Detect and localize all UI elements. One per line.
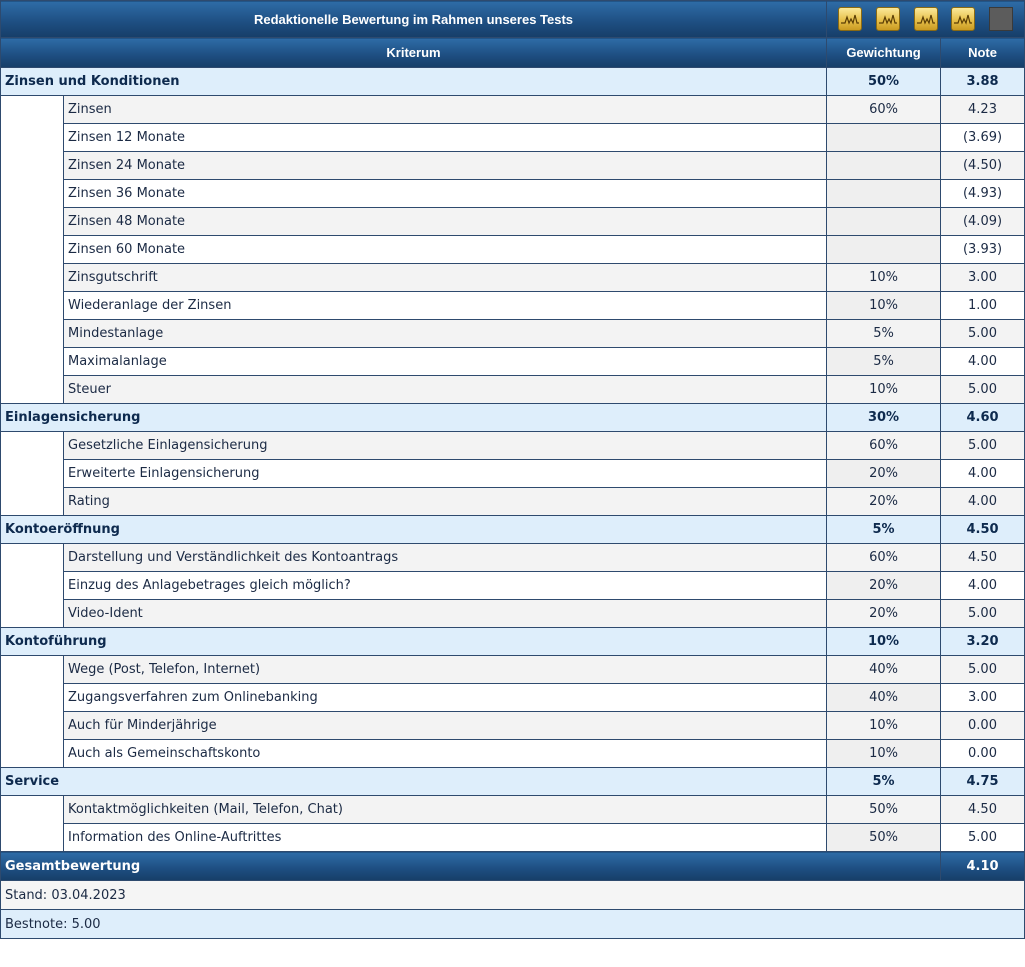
criterion-name: Zinsen 60 Monate (64, 236, 827, 264)
criterion-name: Kontaktmöglichkeiten (Mail, Telefon, Chat) (64, 796, 827, 824)
criterion-row (1, 152, 1025, 180)
group-weight: 50% (827, 68, 941, 96)
criterion-note: 5.00 (941, 432, 1025, 460)
criterion-note: (3.93) (941, 236, 1025, 264)
criterion-row (1, 572, 1025, 600)
criterion-name: Zinsen 48 Monate (64, 208, 827, 236)
group-name: Service (1, 768, 827, 796)
stand-date: Stand: 03.04.2023 (1, 881, 1025, 910)
table-title-row (1, 1, 1025, 38)
criterion-note: 4.00 (941, 572, 1025, 600)
group-weight: 10% (827, 628, 941, 656)
criterion-weight: 5% (827, 348, 941, 376)
criterion-weight: 40% (827, 656, 941, 684)
criterion-note: (3.69) (941, 124, 1025, 152)
criterion-note: 5.00 (941, 320, 1025, 348)
criterion-name: Zinsen 24 Monate (64, 152, 827, 180)
column-header-criterion: Kriterum (1, 38, 827, 68)
criterion-weight: 10% (827, 740, 941, 768)
criterion-row (1, 684, 1025, 712)
icon-toolbar (827, 1, 1025, 38)
criterion-weight: 10% (827, 264, 941, 292)
criterion-note: 4.00 (941, 488, 1025, 516)
group-row (1, 404, 1025, 432)
indent-cell (1, 96, 64, 404)
criterion-row (1, 96, 1025, 124)
criterion-weight: 10% (827, 292, 941, 320)
group-weight: 30% (827, 404, 941, 432)
criterion-weight: 10% (827, 376, 941, 404)
criterion-name: Rating (64, 488, 827, 516)
criterion-row (1, 432, 1025, 460)
criterion-weight: 50% (827, 796, 941, 824)
criterion-weight: 10% (827, 712, 941, 740)
criterion-note: 4.50 (941, 796, 1025, 824)
criterion-row (1, 292, 1025, 320)
criterion-note: 5.00 (941, 376, 1025, 404)
criterion-note: 3.00 (941, 264, 1025, 292)
criterion-weight (827, 180, 941, 208)
chart-icon[interactable] (838, 7, 862, 31)
indent-cell (1, 544, 64, 628)
group-weight: 5% (827, 516, 941, 544)
group-row (1, 68, 1025, 96)
chart-icon[interactable] (914, 7, 938, 31)
group-row (1, 768, 1025, 796)
total-note: 4.10 (941, 852, 1025, 881)
criterion-weight (827, 208, 941, 236)
criterion-row (1, 208, 1025, 236)
criterion-row (1, 348, 1025, 376)
best-note: Bestnote: 5.00 (1, 910, 1025, 939)
criterion-name: Zinsgutschrift (64, 264, 827, 292)
criterion-row (1, 600, 1025, 628)
column-header-weight: Gewichtung (827, 38, 941, 68)
criterion-row (1, 740, 1025, 768)
criterion-row (1, 180, 1025, 208)
criterion-row (1, 544, 1025, 572)
criterion-row (1, 796, 1025, 824)
criterion-note: 4.00 (941, 348, 1025, 376)
group-name: Kontoeröffnung (1, 516, 827, 544)
group-note: 4.75 (941, 768, 1025, 796)
criterion-weight: 20% (827, 488, 941, 516)
criterion-name: Gesetzliche Einlagensicherung (64, 432, 827, 460)
criterion-weight: 20% (827, 600, 941, 628)
criterion-row (1, 320, 1025, 348)
criterion-note: 3.00 (941, 684, 1025, 712)
criterion-weight: 50% (827, 824, 941, 852)
criterion-note: 5.00 (941, 656, 1025, 684)
indent-cell (1, 796, 64, 852)
criterion-weight: 60% (827, 96, 941, 124)
group-name: Einlagensicherung (1, 404, 827, 432)
stand-row (1, 881, 1025, 910)
criterion-name: Wege (Post, Telefon, Internet) (64, 656, 827, 684)
criterion-note: (4.09) (941, 208, 1025, 236)
criterion-weight: 60% (827, 544, 941, 572)
group-name: Kontoführung (1, 628, 827, 656)
criterion-note: (4.93) (941, 180, 1025, 208)
group-note: 3.88 (941, 68, 1025, 96)
criterion-note: 5.00 (941, 824, 1025, 852)
criterion-note: 0.00 (941, 740, 1025, 768)
criterion-row (1, 376, 1025, 404)
group-row (1, 516, 1025, 544)
group-weight: 5% (827, 768, 941, 796)
criterion-row (1, 712, 1025, 740)
criterion-note: 1.00 (941, 292, 1025, 320)
criterion-weight (827, 124, 941, 152)
chart-icon[interactable] (951, 7, 975, 31)
group-note: 4.50 (941, 516, 1025, 544)
column-header-row (1, 38, 1025, 68)
indent-cell (1, 432, 64, 516)
criterion-row (1, 656, 1025, 684)
criterion-weight: 60% (827, 432, 941, 460)
criterion-weight (827, 152, 941, 180)
criterion-name: Erweiterte Einlagensicherung (64, 460, 827, 488)
group-note: 4.60 (941, 404, 1025, 432)
group-note: 3.20 (941, 628, 1025, 656)
criterion-name: Auch für Minderjährige (64, 712, 827, 740)
gray-square-icon[interactable] (989, 7, 1013, 31)
criterion-name: Maximalanlage (64, 348, 827, 376)
criterion-name: Zinsen 36 Monate (64, 180, 827, 208)
criterion-row (1, 488, 1025, 516)
criterion-weight: 5% (827, 320, 941, 348)
criterion-row (1, 824, 1025, 852)
indent-cell (1, 656, 64, 768)
criterion-note: 0.00 (941, 712, 1025, 740)
criterion-note: 5.00 (941, 600, 1025, 628)
criterion-name: Zinsen 12 Monate (64, 124, 827, 152)
total-row (1, 852, 1025, 881)
criterion-name: Zugangsverfahren zum Onlinebanking (64, 684, 827, 712)
criterion-name: Mindestanlage (64, 320, 827, 348)
chart-icon[interactable] (876, 7, 900, 31)
criterion-row (1, 124, 1025, 152)
criterion-weight (827, 236, 941, 264)
group-row (1, 628, 1025, 656)
total-label: Gesamtbewertung (1, 852, 941, 881)
criterion-note: (4.50) (941, 152, 1025, 180)
criterion-row (1, 264, 1025, 292)
criterion-name: Einzug des Anlagebetrages gleich möglich? (64, 572, 827, 600)
criterion-name: Information des Online-Auftrittes (64, 824, 827, 852)
table-title: Redaktionelle Bewertung im Rahmen unseres Tests (1, 1, 827, 38)
criterion-name: Video-Ident (64, 600, 827, 628)
criterion-weight: 20% (827, 572, 941, 600)
criterion-note: 4.00 (941, 460, 1025, 488)
criterion-name: Wiederanlage der Zinsen (64, 292, 827, 320)
criterion-note: 4.23 (941, 96, 1025, 124)
bestnote-row (1, 910, 1025, 939)
criterion-row (1, 460, 1025, 488)
criterion-name: Darstellung und Verständlichkeit des Kontoantrags (64, 544, 827, 572)
criterion-name: Steuer (64, 376, 827, 404)
criterion-weight: 20% (827, 460, 941, 488)
criterion-note: 4.50 (941, 544, 1025, 572)
group-name: Zinsen und Konditionen (1, 68, 827, 96)
column-header-note: Note (941, 38, 1025, 68)
criterion-name: Auch als Gemeinschaftskonto (64, 740, 827, 768)
criterion-weight: 40% (827, 684, 941, 712)
criterion-row (1, 236, 1025, 264)
criterion-name: Zinsen (64, 96, 827, 124)
